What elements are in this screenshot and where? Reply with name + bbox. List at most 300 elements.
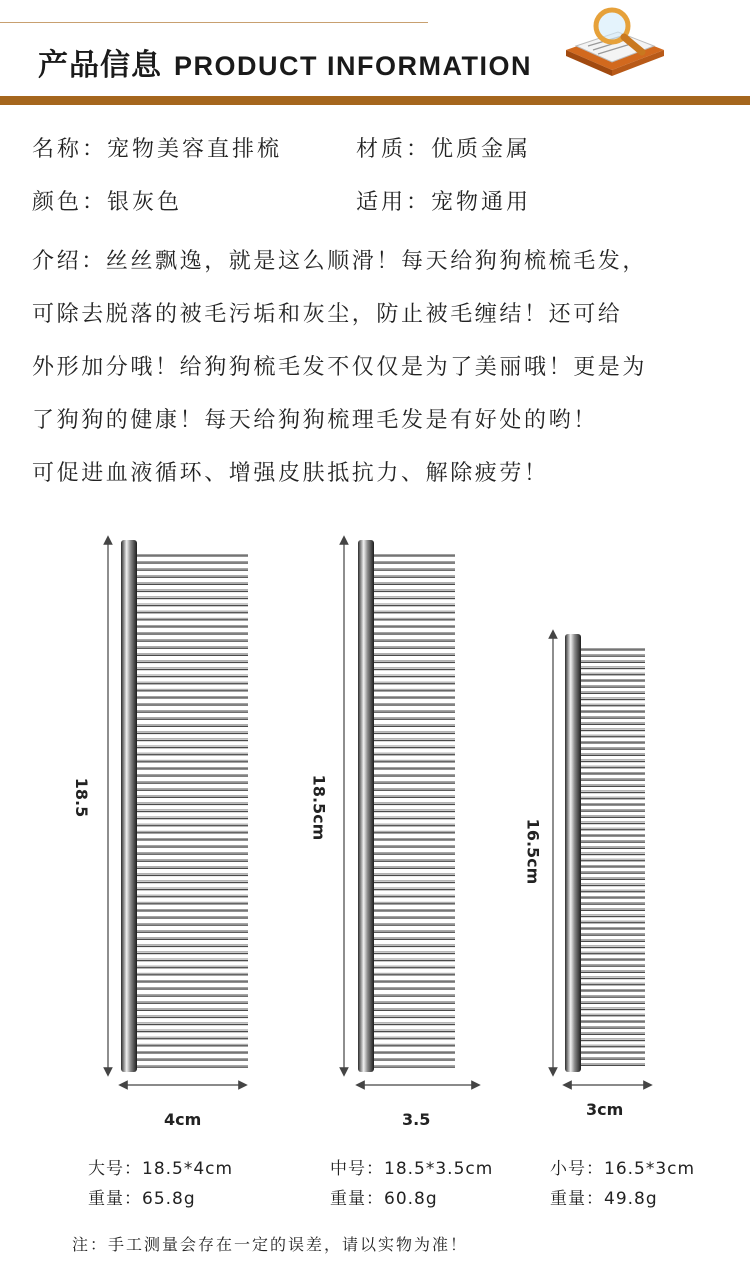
comb-tooth-highlight <box>370 604 455 605</box>
comb-tooth-highlight <box>577 748 645 749</box>
comb-tooth <box>370 582 455 585</box>
comb-tooth <box>133 987 248 990</box>
comb-tooth-highlight <box>133 1030 248 1031</box>
comb-tooth-highlight <box>133 654 248 655</box>
comb-tooth-highlight <box>370 824 455 825</box>
title-en: PRODUCT INFORMATION <box>174 51 532 81</box>
comb-tooth-highlight <box>370 760 455 761</box>
comb-tooth-highlight <box>370 1059 455 1060</box>
comb-tooth-highlight <box>577 865 645 866</box>
comb-tooth-highlight <box>133 1023 248 1024</box>
comb-tooth-highlight <box>370 938 455 939</box>
intro-line: 外形加分哦！给狗狗梳毛发不仅仅是为了美丽哦！更是为 <box>32 355 648 380</box>
comb-tooth-highlight <box>133 817 248 818</box>
comb-tooth <box>370 881 455 884</box>
comb-tooth <box>133 952 248 955</box>
comb-tooth-highlight <box>133 789 248 790</box>
title-cn: 产品信息 <box>38 48 162 83</box>
comb-tooth-highlight <box>577 754 645 755</box>
comb-spine <box>565 634 581 1072</box>
comb-tooth-highlight <box>133 980 248 981</box>
comb-tooth <box>133 760 248 763</box>
comb-tooth-highlight <box>577 686 645 687</box>
comb-tooth <box>370 774 455 777</box>
comb-tooth-highlight <box>370 1044 455 1045</box>
comb-tooth-highlight <box>133 590 248 591</box>
comb-tooth-highlight <box>133 909 248 910</box>
comb-tooth-highlight <box>370 1009 455 1010</box>
comb-tooth <box>133 845 248 848</box>
comb-tooth <box>577 784 645 787</box>
comb-tooth-highlight <box>577 965 645 966</box>
comb-tooth-highlight <box>370 988 455 989</box>
comb-tooth-highlight <box>370 945 455 946</box>
intro-line: 介绍：丝丝飘逸，就是这么顺滑！每天给狗狗梳梳毛发， <box>32 249 648 274</box>
comb-medium-width: 3.5 <box>402 1110 431 1129</box>
measurement-note: 注：手工测量会存在一定的误差，请以实物为准！ <box>72 1235 469 1254</box>
comb-tooth-highlight <box>370 952 455 953</box>
comb-tooth <box>370 618 455 621</box>
comb-tooth-highlight <box>577 921 645 922</box>
comb-tooth-highlight <box>370 860 455 861</box>
comb-tooth-highlight <box>577 655 645 656</box>
intro-line: 了狗狗的健康！每天给狗狗梳理毛发是有好处的哟！ <box>32 408 598 433</box>
comb-tooth <box>370 795 455 798</box>
comb-tooth-highlight <box>133 554 248 555</box>
comb-tooth-highlight <box>577 1045 645 1046</box>
comb-tooth-highlight <box>577 723 645 724</box>
product-material: 材质：优质金属 <box>356 137 532 162</box>
comb-tooth-highlight <box>370 618 455 619</box>
comb-tooth-highlight <box>370 753 455 754</box>
comb-tooth-highlight <box>370 590 455 591</box>
comb-tooth <box>370 973 455 976</box>
comb-tooth-highlight <box>133 640 248 641</box>
comb-tooth-highlight <box>577 1058 645 1059</box>
comb-tooth <box>133 668 248 671</box>
comb-tooth <box>133 937 248 940</box>
comb-tooth-highlight <box>577 710 645 711</box>
comb-tooth-highlight <box>370 654 455 655</box>
comb-tooth-highlight <box>577 698 645 699</box>
comb-tooth-highlight <box>370 959 455 960</box>
comb-tooth-highlight <box>370 767 455 768</box>
comb-tooth-highlight <box>370 633 455 634</box>
comb-tooth <box>133 689 248 692</box>
comb-tooth-highlight <box>370 739 455 740</box>
comb-tooth-highlight <box>133 746 248 747</box>
comb-tooth-highlight <box>133 1059 248 1060</box>
comb-tooth-highlight <box>370 1030 455 1031</box>
comb-tooth <box>370 632 455 635</box>
comb-tooth-highlight <box>133 618 248 619</box>
comb-tooth-highlight <box>370 746 455 747</box>
magnifier-document-icon <box>560 6 670 78</box>
comb-tooth-highlight <box>577 735 645 736</box>
comb-tooth-highlight <box>577 791 645 792</box>
product-name: 名称：宠物美容直排梳 <box>32 137 283 162</box>
comb-tooth-highlight <box>133 767 248 768</box>
comb-tooth <box>133 632 248 635</box>
comb-tooth-highlight <box>133 1066 248 1067</box>
comb-tooth-highlight <box>133 938 248 939</box>
comb-small-length: 16.5cm <box>523 818 543 885</box>
comb-tooth-highlight <box>577 1008 645 1009</box>
comb-tooth-highlight <box>370 902 455 903</box>
comb-tooth <box>577 939 645 942</box>
comb-tooth-highlight <box>133 831 248 832</box>
comb-tooth-highlight <box>577 977 645 978</box>
comb-tooth-highlight <box>133 782 248 783</box>
comb-tooth-highlight <box>133 1009 248 1010</box>
comb-tooth <box>133 597 248 600</box>
comb-tooth-highlight <box>133 661 248 662</box>
comb-tooth <box>133 866 248 869</box>
comb-tooth-highlight <box>577 946 645 947</box>
comb-tooth-highlight <box>133 576 248 577</box>
comb-tooth-highlight <box>577 692 645 693</box>
comb-tooth-highlight <box>577 1014 645 1015</box>
comb-tooth <box>577 729 645 732</box>
comb-tooth-highlight <box>133 753 248 754</box>
comb-tooth-highlight <box>577 679 645 680</box>
comb-tooth-highlight <box>133 902 248 903</box>
comb-tooth-highlight <box>133 917 248 918</box>
comb-tooth-highlight <box>370 789 455 790</box>
comb-tooth-highlight <box>133 966 248 967</box>
comb-tooth-highlight <box>577 772 645 773</box>
comb-tooth-highlight <box>370 775 455 776</box>
comb-tooth-highlight <box>370 924 455 925</box>
comb-tooth-highlight <box>370 874 455 875</box>
comb-tooth-highlight <box>370 661 455 662</box>
comb-tooth-highlight <box>577 841 645 842</box>
comb-tooth-highlight <box>577 1002 645 1003</box>
comb-tooth-highlight <box>370 1066 455 1067</box>
comb-tooth-highlight <box>577 847 645 848</box>
comb-tooth-highlight <box>133 1016 248 1017</box>
comb-tooth-highlight <box>577 810 645 811</box>
comb-tooth-highlight <box>370 867 455 868</box>
comb-tooth-highlight <box>370 583 455 584</box>
comb-tooth-highlight <box>370 682 455 683</box>
comb-tooth <box>370 561 455 564</box>
comb-tooth-highlight <box>577 717 645 718</box>
comb-tooth <box>370 916 455 919</box>
comb-tooth-highlight <box>577 729 645 730</box>
comb-tooth-highlight <box>133 881 248 882</box>
comb-tooth-highlight <box>133 945 248 946</box>
comb-tooth <box>577 791 645 794</box>
comb-tooth-highlight <box>370 980 455 981</box>
comb-tooth-highlight <box>370 1023 455 1024</box>
comb-tooth-highlight <box>133 860 248 861</box>
header-top-line <box>0 22 428 23</box>
comb-tooth-highlight <box>133 995 248 996</box>
comb-tooth <box>370 937 455 940</box>
comb-tooth <box>370 668 455 671</box>
comb-tooth-highlight <box>370 895 455 896</box>
comb-tooth-highlight <box>133 625 248 626</box>
comb-tooth <box>577 915 645 918</box>
comb-tooth-highlight <box>370 853 455 854</box>
comb-tooth <box>577 760 645 763</box>
comb-tooth-highlight <box>577 853 645 854</box>
comb-tooth-highlight <box>370 569 455 570</box>
comb-tooth-highlight <box>133 959 248 960</box>
comb-tooth-highlight <box>370 668 455 669</box>
header-divider <box>0 96 750 105</box>
comb-tooth-highlight <box>133 888 248 889</box>
comb-tooth <box>370 760 455 763</box>
comb-tooth-highlight <box>133 760 248 761</box>
comb-tooth-highlight <box>577 1039 645 1040</box>
comb-tooth-highlight <box>577 803 645 804</box>
comb-tooth <box>370 1008 455 1011</box>
comb-tooth-highlight <box>577 828 645 829</box>
comb-tooth <box>577 691 645 694</box>
comb-tooth-highlight <box>577 934 645 935</box>
comb-tooth-highlight <box>577 878 645 879</box>
comb-tooth-highlight <box>133 562 248 563</box>
product-color: 颜色：银灰色 <box>32 190 183 215</box>
spec-large-weight: 重量：65.8g <box>88 1189 196 1209</box>
comb-tooth-highlight <box>133 874 248 875</box>
comb-tooth-highlight <box>370 732 455 733</box>
comb-tooth-highlight <box>370 973 455 974</box>
comb-tooth-highlight <box>133 988 248 989</box>
intro-line: 可除去脱落的被毛污垢和灰尘，防止被毛缠结！还可给 <box>32 302 623 327</box>
comb-tooth <box>133 810 248 813</box>
comb-tooth <box>133 774 248 777</box>
comb-tooth-highlight <box>577 940 645 941</box>
comb-tooth-highlight <box>133 718 248 719</box>
comb-tooth-highlight <box>370 562 455 563</box>
comb-tooth-highlight <box>133 1002 248 1003</box>
comb-tooth-highlight <box>577 785 645 786</box>
comb-tooth <box>577 846 645 849</box>
comb-tooth <box>577 698 645 701</box>
comb-tooth-highlight <box>370 625 455 626</box>
comb-tooth-highlight <box>577 1051 645 1052</box>
comb-tooth <box>577 877 645 880</box>
comb-tooth <box>370 902 455 905</box>
comb-tooth <box>133 902 248 905</box>
comb-tooth-highlight <box>577 816 645 817</box>
comb-tooth-highlight <box>133 1051 248 1052</box>
comb-tooth-highlight <box>577 952 645 953</box>
comb-tooth-highlight <box>370 725 455 726</box>
comb-tooth-highlight <box>133 1044 248 1045</box>
comb-tooth-highlight <box>577 834 645 835</box>
comb-tooth-highlight <box>133 810 248 811</box>
comb-tooth-highlight <box>133 682 248 683</box>
comb-tooth <box>133 831 248 834</box>
comb-tooth-highlight <box>577 822 645 823</box>
comb-tooth-highlight <box>133 597 248 598</box>
comb-tooth-highlight <box>577 704 645 705</box>
comb-tooth-highlight <box>133 696 248 697</box>
comb-tooth-highlight <box>577 1064 645 1065</box>
comb-tooth-highlight <box>370 689 455 690</box>
comb-tooth <box>133 618 248 621</box>
comb-tooth <box>370 724 455 727</box>
comb-tooth-highlight <box>370 597 455 598</box>
comb-tooth-highlight <box>133 924 248 925</box>
comb-small-width: 3cm <box>586 1100 624 1119</box>
comb-tooth-highlight <box>577 1033 645 1034</box>
comb-tooth-highlight <box>370 704 455 705</box>
comb-tooth-highlight <box>370 1037 455 1038</box>
comb-tooth-highlight <box>133 803 248 804</box>
comb-tooth-highlight <box>577 779 645 780</box>
comb-tooth-highlight <box>577 958 645 959</box>
comb-tooth-highlight <box>133 952 248 953</box>
comb-tooth-highlight <box>133 732 248 733</box>
comb-tooth-highlight <box>133 739 248 740</box>
comb-tooth-highlight <box>133 647 248 648</box>
intro-line: 可促进血液循环、增强皮肤抵抗力、解除疲劳！ <box>32 461 549 486</box>
spec-medium-size: 中号：18.5*3.5cm <box>330 1159 494 1179</box>
comb-large-width: 4cm <box>164 1110 202 1129</box>
comb-tooth-highlight <box>133 604 248 605</box>
comb-tooth <box>133 916 248 919</box>
comb-tooth <box>577 884 645 887</box>
comb-tooth-highlight <box>133 973 248 974</box>
comb-tooth-highlight <box>370 718 455 719</box>
comb-tooth-highlight <box>577 741 645 742</box>
comb-tooth-highlight <box>133 569 248 570</box>
comb-tooth-highlight <box>133 668 248 669</box>
comb-tooth-highlight <box>370 1051 455 1052</box>
comb-tooth-highlight <box>370 909 455 910</box>
comb-tooth <box>133 881 248 884</box>
comb-tooth-highlight <box>133 704 248 705</box>
comb-tooth-highlight <box>133 611 248 612</box>
comb-tooth-highlight <box>370 846 455 847</box>
comb-tooth <box>133 1008 248 1011</box>
combs-illustration <box>0 520 750 1120</box>
comb-tooth-highlight <box>577 797 645 798</box>
spec-small-weight: 重量：49.8g <box>550 1189 658 1209</box>
comb-tooth-highlight <box>577 915 645 916</box>
comb-tooth-highlight <box>133 853 248 854</box>
comb-tooth <box>370 703 455 706</box>
comb-tooth <box>577 722 645 725</box>
comb-tooth-highlight <box>577 927 645 928</box>
comb-tooth <box>370 810 455 813</box>
comb-tooth-highlight <box>577 884 645 885</box>
comb-tooth-highlight <box>133 931 248 932</box>
comb-tooth-highlight <box>133 846 248 847</box>
comb-tooth-highlight <box>370 554 455 555</box>
comb-tooth <box>133 582 248 585</box>
comb-tooth-highlight <box>370 1016 455 1017</box>
comb-tooth-highlight <box>577 673 645 674</box>
comb-tooth <box>133 561 248 564</box>
comb-tooth-highlight <box>370 796 455 797</box>
comb-tooth-highlight <box>133 824 248 825</box>
comb-tooth <box>133 795 248 798</box>
comb-tooth-highlight <box>370 696 455 697</box>
page-title <box>38 40 532 84</box>
comb-tooth <box>577 1008 645 1011</box>
comb-tooth-highlight <box>133 725 248 726</box>
comb-tooth-highlight <box>370 782 455 783</box>
comb-tooth-highlight <box>577 903 645 904</box>
comb-tooth <box>577 946 645 949</box>
comb-tooth-highlight <box>577 648 645 649</box>
comb-large-length: 18.5 <box>72 777 92 818</box>
comb-tooth-highlight <box>577 971 645 972</box>
comb-tooth-highlight <box>577 667 645 668</box>
comb-tooth-highlight <box>370 888 455 889</box>
comb-tooth-highlight <box>133 675 248 676</box>
comb-tooth-highlight <box>133 867 248 868</box>
comb-tooth-highlight <box>370 810 455 811</box>
comb-tooth-highlight <box>577 766 645 767</box>
comb-tooth <box>370 952 455 955</box>
comb-tooth-highlight <box>370 831 455 832</box>
comb-tooth <box>370 653 455 656</box>
comb-tooth <box>133 739 248 742</box>
spec-small-size: 小号：16.5*3cm <box>550 1159 696 1179</box>
comb-tooth-highlight <box>133 775 248 776</box>
comb-tooth-highlight <box>577 983 645 984</box>
comb-tooth <box>133 653 248 656</box>
comb-tooth-highlight <box>577 760 645 761</box>
comb-tooth <box>133 703 248 706</box>
comb-tooth <box>577 667 645 670</box>
comb-tooth-highlight <box>577 890 645 891</box>
comb-tooth <box>370 831 455 834</box>
comb-tooth <box>370 689 455 692</box>
comb-tooth <box>577 660 645 663</box>
comb-tooth <box>133 973 248 976</box>
comb-tooth-highlight <box>133 1037 248 1038</box>
comb-tooth-highlight <box>577 859 645 860</box>
comb-tooth-highlight <box>370 966 455 967</box>
comb-tooth-highlight <box>577 896 645 897</box>
comb-tooth-highlight <box>370 576 455 577</box>
spec-medium-weight: 重量：60.8g <box>330 1189 438 1209</box>
comb-tooth-highlight <box>370 611 455 612</box>
comb-tooth-highlight <box>577 996 645 997</box>
comb-tooth <box>577 970 645 973</box>
comb-tooth <box>370 866 455 869</box>
product-intro <box>32 235 732 500</box>
comb-medium-length: 18.5cm <box>309 774 329 841</box>
comb-tooth-highlight <box>577 989 645 990</box>
spec-large-size: 大号：18.5*4cm <box>88 1159 234 1179</box>
comb-tooth <box>370 987 455 990</box>
comb-tooth-highlight <box>370 803 455 804</box>
comb-tooth <box>577 822 645 825</box>
comb-tooth <box>133 724 248 727</box>
product-usage: 适用：宠物通用 <box>356 190 532 215</box>
comb-tooth <box>577 753 645 756</box>
comb-tooth <box>370 739 455 742</box>
comb-tooth-highlight <box>133 583 248 584</box>
comb-tooth-highlight <box>370 640 455 641</box>
comb-tooth-highlight <box>577 661 645 662</box>
comb-tooth-highlight <box>133 689 248 690</box>
comb-tooth <box>577 977 645 980</box>
comb-tooth-highlight <box>370 838 455 839</box>
comb-tooth <box>577 815 645 818</box>
comb-tooth <box>577 1001 645 1004</box>
comb-tooth-highlight <box>370 711 455 712</box>
